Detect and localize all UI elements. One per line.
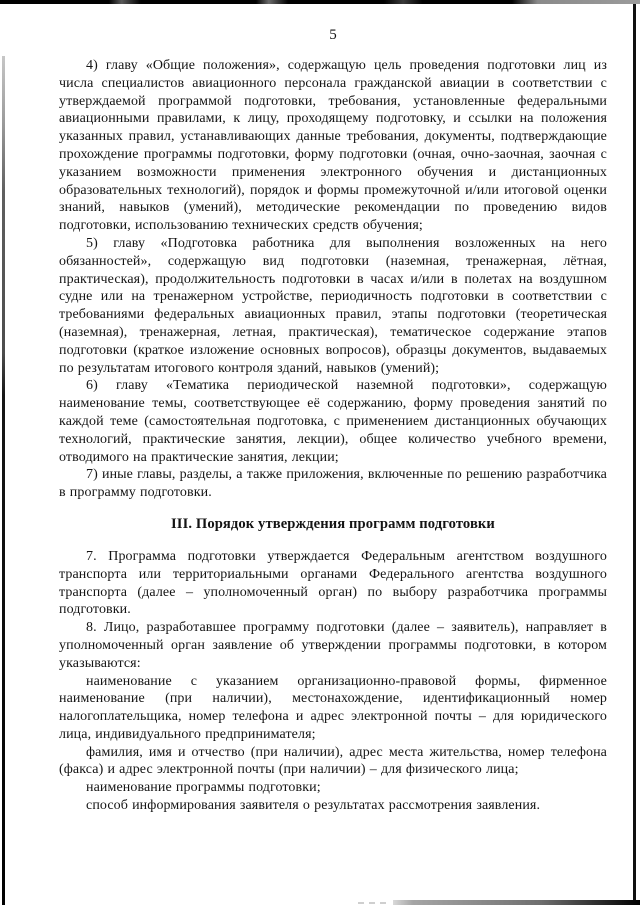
scan-artifact-right-edge [633,4,636,902]
paragraph: 5) главу «Подготовка работника для выполнения возложенных на него обязанностей», содержащую вид подготовки (наземная, тренажерная, лётная, практическая), продолжительность подготовки в часах и/или в полетах на воздушном судне или на тренажерном устройстве, периодичность подготовки в соответствии с требованиями федеральных авиационных правил, этапы подготовки (теоретическая (наземная), тренажерная, летная, практическая), тематическое содержание этапов подготовки (краткое изложение основных вопросов), образцы документов, выдаваемых по результатам итогового контроля зданий, навыков (умений); [59,235,607,376]
paragraph: наименование с указанием организационно-правовой формы, фирменное наименование (при наличии), местонахождение, идентификационный номер налогоплательщика, номер телефона и адрес электронной почты – для юридического лица, индивидуального предпринимателя; [59,673,607,742]
paragraph: фамилия, имя и отчество (при наличии), адрес места жительства, номер телефона (факса) и адрес электронной почты (при наличии) – для физического лица; [59,744,607,778]
page-number: 5 [329,27,337,43]
section-heading: III. Порядок утверждения программ подготовки [171,515,495,532]
paragraph: наименование программы подготовки; [86,780,321,796]
paragraph: способ информирования заявителя о результатах рассмотрения заявления. [86,798,541,814]
document-body [59,57,607,815]
scan-artifact-bottom-dashes [358,902,388,904]
paragraph: 6) главу «Тематика периодической наземной подготовки», содержащую наименование темы, соответствующее её содержанию, форму проведения занятий по каждой теме (самостоятельная подготовка, с применением дистанционных обучающих технологий, практические занятия, лекции), общее количество учебного времени, отводимого на практические занятия, лекции; [59,378,607,465]
scan-artifact-top-edge [0,0,640,4]
paragraph: 7) иные главы, разделы, а также приложения, включенные по решению разработчика в программу подготовки. [59,467,607,501]
scan-artifact-left-edge [2,56,5,905]
paragraph: 8. Лицо, разработавшее программу подготовки (далее – заявитель), направляет в уполномоченный орган заявление об утверждении программы подготовки, в котором указываются: [59,620,607,671]
scan-artifact-bottom-edge [393,900,640,905]
paragraph: 7. Программа подготовки утверждается Федеральным агентством воздушного транспорта или территориальными органами Федерального агентства воздушного транспорта (далее – уполномоченный орган) по выбору разработчика программы подготовки. [59,548,607,618]
paragraph: 4) главу «Общие положения», содержащую цель проведения подготовки лиц из числа специалистов авиационного персонала гражданской авиации в соответствии с утверждаемой программой подготовки, требования, установленные федеральными авиационными правилами, к лицу, проходящему подготовку, и ссылки на положения указанных правил, устанавливающих данные требования, документы, подтверждающие прохождение программы подготовки, форму подготовки (очная, очно-заочная, заочная с указанием возможности применения электронного обучения и дистанционных образовательных технологий), порядок и формы промежуточной и/или итоговой оценки знаний, навыков (умений), методические рекомендации по проведению видов подготовки, использованию технических средств обучения; [59,58,607,234]
